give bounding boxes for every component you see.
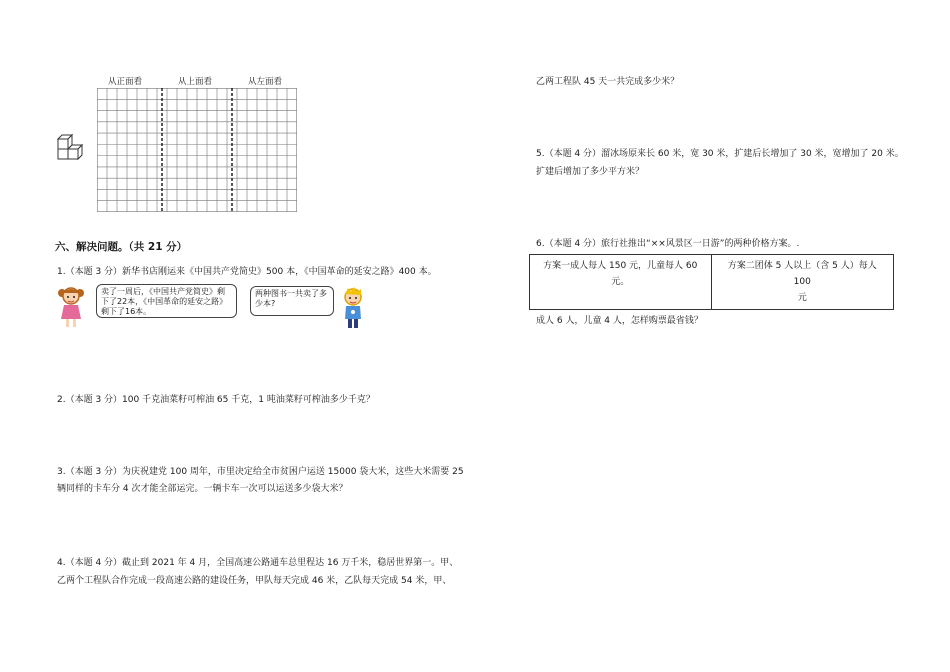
question-5-line-2: 扩建后增加了多少平方米？ [536,167,645,177]
question-4-line-3: 乙两工程队 45 天一共完成多少米？ [536,77,680,87]
plan-b-line-2: 元 [797,293,807,303]
question-5-line-1: 5.（本题 4 分）溜冰场原来长 60 米，宽 30 米，扩建后长增加了 30 米，宽增加了 20 米。 [536,149,904,159]
drawing-grid [97,88,297,212]
question-3-line-1: 3.（本题 3 分）为庆祝建党 100 周年，市里决定给全市贫困户运送 15000 袋大米，这些大米需要 25 [57,467,464,477]
boy-illustration [339,286,367,330]
question-3-line-2: 辆同样的卡车分 4 次才能全部运完。一辆卡车一次可以运送多少袋大米？ [57,484,348,494]
bubble-left-line-3: 剩下了16本。 [101,307,152,316]
girl-illustration [57,285,85,329]
label-left-view: 从左面看 [248,77,283,87]
question-4-line-1: 4.（本题 4 分）截止到 2021 年 4 月，全国高速公路通车总里程达 16 万千米，稳居世界第一。甲、 [57,558,459,568]
speech-bubble-left [96,284,237,318]
plan-b-line-1: 方案二团体 5 人以上（含 5 人）每人 100 [727,261,877,287]
section-title: 六、解决问题。（共 21 分） [55,241,188,253]
plan-a-line-1: 方案一成人每人 150 元，儿童每人 60 [543,261,698,271]
price-plans-table [529,254,894,310]
question-1-text: 1.（本题 3 分）新华书店刚运来《中国共产党简史》500 本，《中国革命的延安之路》400 本。 [57,267,437,277]
bubble-right-line-2: 少本? [255,299,276,308]
bubble-left-line-1: 卖了一周后，《中国共产党简史》剩 [101,287,225,296]
question-2-text: 2.（本题 3 分）100 千克油菜籽可榨油 65 千克，1 吨油菜籽可榨油多少千克？ [57,395,375,405]
plan-a-line-2: 元。 [611,277,630,287]
label-front-view: 从正面看 [108,77,143,87]
speech-bubble-right [250,286,334,316]
question-6-text: 6.（本题 4 分）旅行社推出“××风景区一日游”的两种价格方案。. [536,239,800,249]
question-6-ask: 成人 6 人，儿童 4 人，怎样购票最省钱？ [536,316,703,326]
bubble-left-line-2: 下了22本，《中国革命的延安之路》 [101,297,228,306]
plan-a-cell [530,255,712,310]
question-4-line-2: 乙两个工程队合作完成一段高速公路的建设任务，甲队每天完成 46 米，乙队每天完成 54 米，甲、 [57,576,452,586]
plan-b-cell [711,255,894,310]
bubble-right-line-1: 两种图书一共卖了多 [255,289,327,298]
cube-stack-figure [55,133,89,163]
label-top-view: 从上面看 [178,77,213,87]
